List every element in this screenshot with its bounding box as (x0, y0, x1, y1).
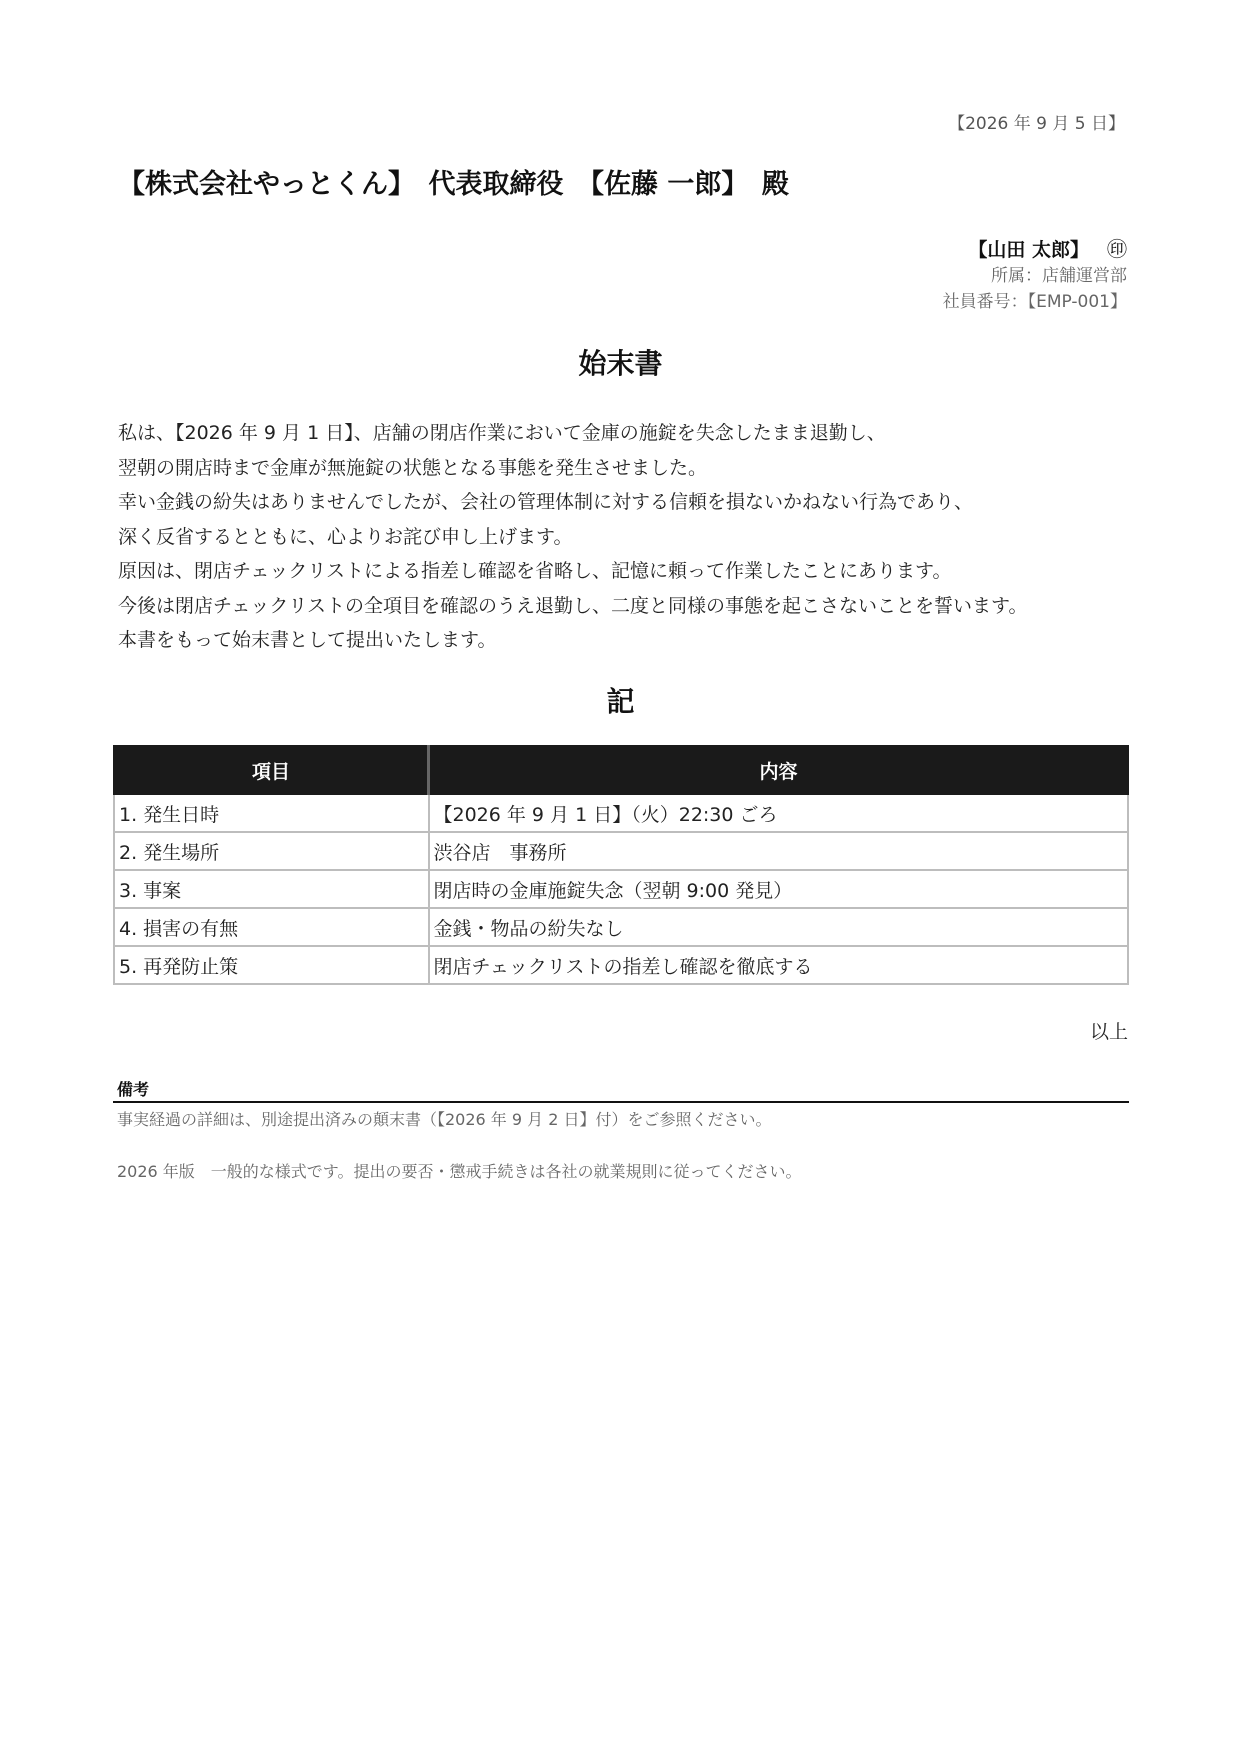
body-line: 今後は閉店チェックリストの全項目を確認のうえ退勤し、二度と同様の事態を起こさないことを誓います。 (118, 594, 1028, 617)
table-row (114, 870, 1128, 908)
sender-employee-number: 社員番号：【EMP-001】 (942, 292, 1127, 312)
body-line: 翌朝の開店時まで金庫が無施錠の状態となる事態を発生させました。 (118, 456, 708, 479)
row-content: 閉店時の金庫施錠失念（翌朝 9:00 発見） (429, 870, 1129, 908)
footer-note: 2026 年版 一般的な様式です。提出の要否・懲戒手続きは各社の就業規則に従ってください。 (117, 1162, 802, 1181)
ki-heading: 記 (606, 685, 635, 718)
table-row (114, 794, 1128, 832)
sender-name-row (943, 233, 1127, 263)
sender-name: 【山田 太郎】 (968, 239, 1089, 261)
table-row (114, 832, 1128, 870)
body-line: 原因は、閉店チェックリストによる指差し確認を省略し、記憶に頼って作業したことにあります。 (118, 560, 952, 582)
document-title: 始末書 (578, 347, 663, 380)
seal-icon: ㊞ (1107, 237, 1127, 261)
row-item: 5. 再発防止策 (114, 946, 429, 984)
body-text (118, 416, 1138, 658)
table-row (114, 908, 1128, 946)
row-content: 閉店チェックリストの指差し確認を徹底する (429, 946, 1129, 984)
row-item: 4. 損害の有無 (114, 908, 429, 946)
header-item: 項目 (114, 746, 429, 794)
row-content: 【2026 年 9 月 1 日】（火）22:30 ごろ (429, 794, 1129, 832)
details-table (113, 745, 1129, 985)
body-line: 幸い金銭の紛失はありませんでしたが、会社の管理体制に対する信頼を損ないかねない行為であり、 (118, 491, 974, 513)
sender-block (943, 233, 1127, 315)
remarks-label: 備考 (117, 1080, 150, 1099)
body-line: 深く反省するとともに、心よりお詫び申し上げます。 (118, 525, 573, 548)
remarks-text: 事実経過の詳細は、別途提出済みの顛末書（【2026 年 9 月 2 日】付）をご参照ください。 (117, 1110, 772, 1129)
sender-department: 所属：店舗運営部 (991, 266, 1127, 286)
remarks-divider (113, 1101, 1129, 1103)
row-item: 1. 発生日時 (114, 794, 429, 832)
body-line: 私は、【2026 年 9 月 1 日】、店舗の閉店作業において金庫の施錠を失念したまま退勤し、 (118, 422, 886, 444)
row-item: 3. 事案 (114, 870, 429, 908)
table-row (114, 946, 1128, 984)
submission-date: 【2026 年 9 月 5 日】 (948, 114, 1125, 134)
header-content: 内容 (429, 746, 1129, 794)
recipient-line: 【株式会社やっとくん】 代表取締役 【佐藤 一郎】 殿 (118, 169, 789, 200)
row-item: 2. 発生場所 (114, 832, 429, 870)
body-line: 本書をもって始末書として提出いたします。 (118, 629, 497, 651)
table-header-row (114, 746, 1128, 794)
row-content: 金銭・物品の紛失なし (429, 908, 1129, 946)
row-content: 渋谷店 事務所 (429, 832, 1129, 870)
closing-mark: 以上 (1089, 1021, 1128, 1043)
